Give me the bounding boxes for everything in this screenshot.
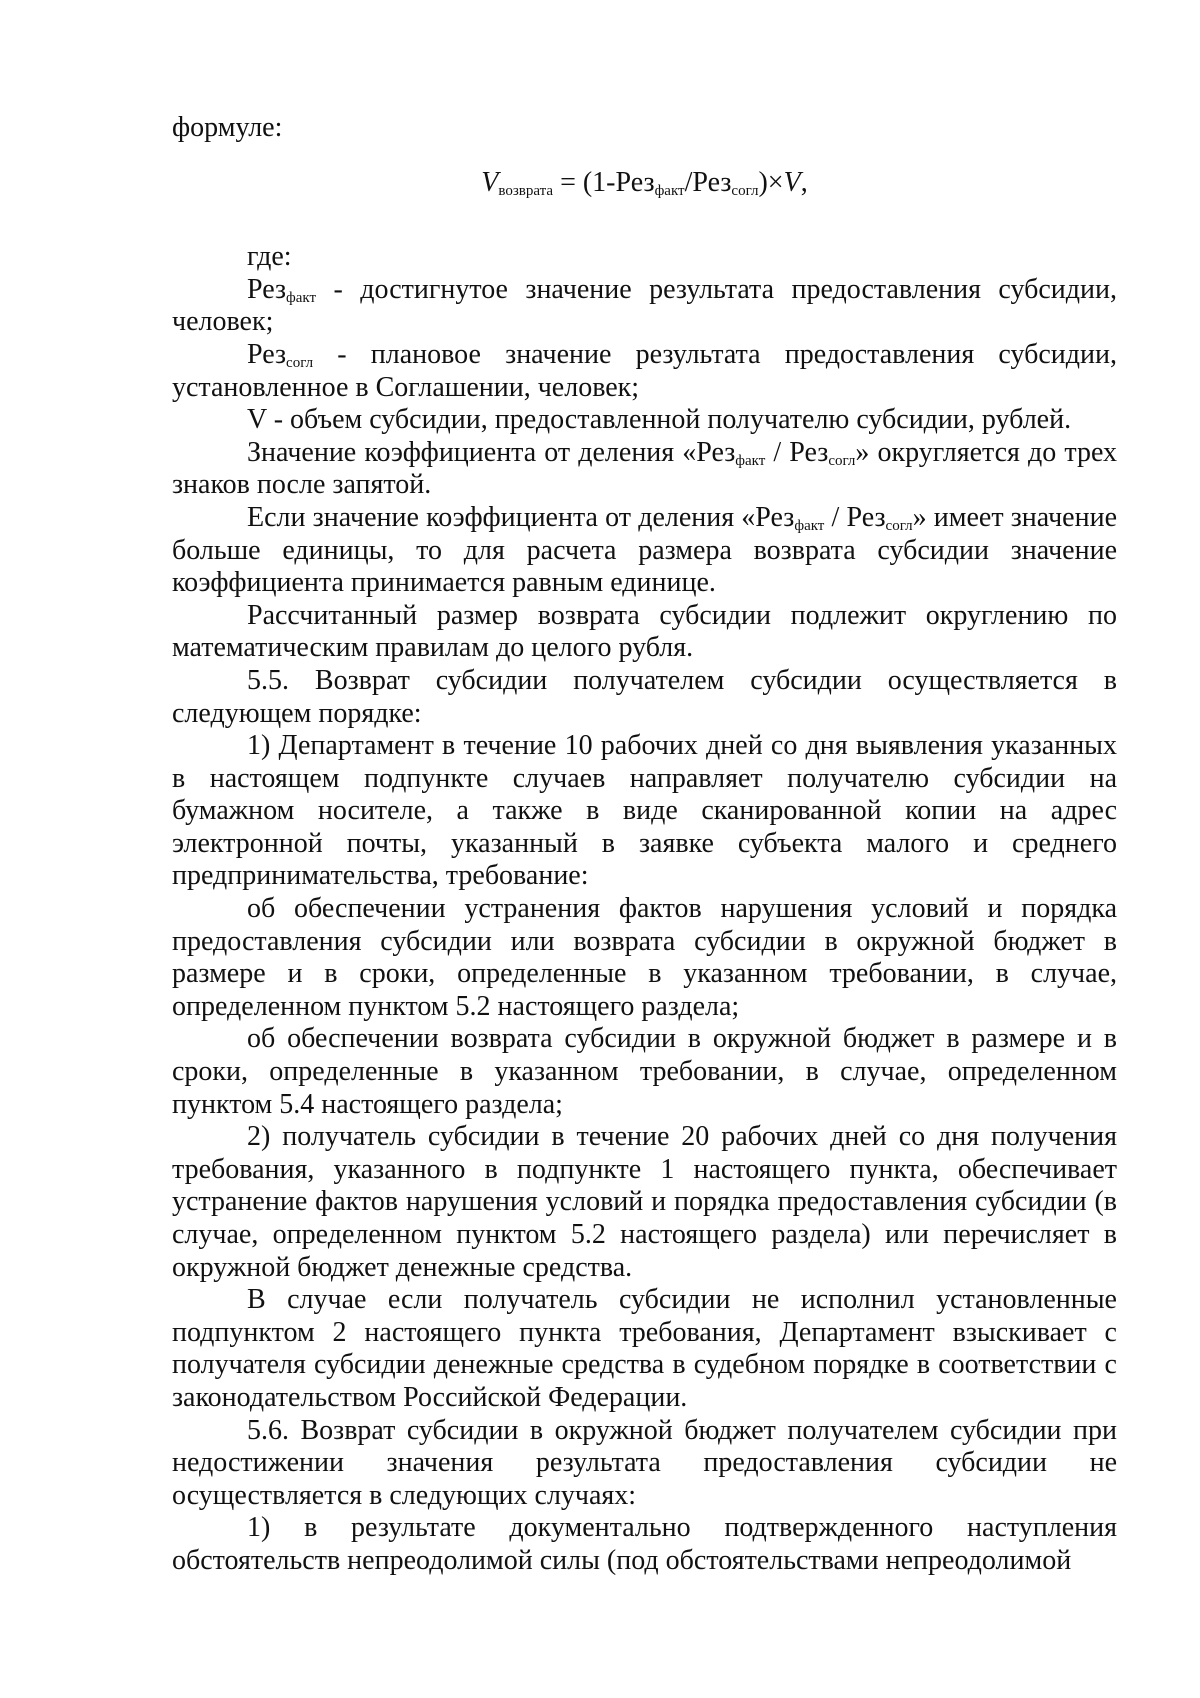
rounding-text-c: » округляется до трех знаков после запятой.: [172, 436, 1117, 501]
formula-v: V: [481, 166, 499, 198]
paragraph-5-5-2: 2) получатель субсидии в течение 20 рабочих дней со дня получения требования, указанного в подпункте 1 настоящего пункта, обеспечивает устранение фактов нарушения условий и порядка предоставления субсидии (в случае, определенном пунктом 5.2 настоящего раздела) или перечисляет в окружной бюджет денежные средства.: [172, 1121, 1117, 1283]
formula-v-sub: возврата: [498, 182, 554, 199]
rez-sogl-sub: согл: [286, 354, 314, 371]
rounding-sub-1: факт: [735, 452, 766, 469]
rez-fact-text: - достигнутое значение результата предоставления субсидии, человек;: [172, 273, 1117, 338]
paragraph-requirement-2: об обеспечении возврата субсидии в окружной бюджет в размере и в сроки, определенные в указанном требовании, в случае, определенном пунктом 5.4 настоящего раздела;: [172, 1023, 1117, 1120]
rez-fact-term: Рез: [247, 273, 287, 305]
paragraph-rez-sogl: [172, 339, 1117, 404]
where-line: где:: [247, 241, 292, 273]
paragraph-coefficient-cap: [172, 502, 1117, 600]
document-body: [172, 112, 1117, 1578]
formula-rez2: Рез: [692, 166, 732, 198]
formula-rez1-sub: факт: [654, 182, 685, 199]
paragraph-court: В случае если получатель субсидии не исполнил установленные подпунктом 2 настоящего пункта требования, Департамент взыскивает с получателя субсидии денежные средства в судебном порядке в соответствии с законодательством Российской Федерации.: [172, 1284, 1117, 1413]
paragraph-5-5: 5.5. Возврат субсидии получателем субсидии осуществляется в следующем порядке:: [172, 664, 1117, 729]
formula-slash: /: [684, 166, 693, 198]
paragraph-5-6: 5.6. Возврат субсидии в окружной бюджет получателем субсидии при недостижении значения результата предоставления субсидии не осуществляется в следующих случаях:: [172, 1414, 1117, 1511]
formula-eq: = (1-: [553, 166, 616, 198]
rounding-sub-2: согл: [828, 452, 856, 469]
cap-sub-1: факт: [794, 517, 825, 534]
rounding-text-a: Значение коэффициента от деления «Рез: [247, 436, 736, 468]
paragraph-5-6-1: 1) в результате документально подтвержденного наступления обстоятельств непреодолимой силы (под обстоятельствами непреодолимой: [172, 1512, 1117, 1576]
formula-v2: V: [783, 166, 801, 198]
formula-rez2-sub: согл: [731, 182, 759, 199]
formula-tail: ,: [800, 166, 808, 198]
rez-fact-sub: факт: [286, 289, 317, 306]
formula-close: )×: [758, 166, 784, 198]
cap-text-b: / Рез: [824, 501, 886, 533]
paragraph-volume: V - объем субсидии, предоставленной получателю субсидии, рублей.: [247, 404, 1072, 436]
lead-line: формуле:: [172, 112, 283, 143]
formula-rez1: Рез: [615, 166, 655, 198]
cap-sub-2: согл: [885, 517, 913, 534]
paragraph-rounding-rub: Рассчитанный размер возврата субсидии подлежит округлению по математическим правилам до целого рубля.: [172, 599, 1117, 664]
cap-text-a: Если значение коэффициента от деления «Рез: [247, 501, 795, 533]
cap-text-c: » имеет значение больше единицы, то для расчета размера возврата субсидии значение коэффициента принимается равным единице.: [172, 501, 1118, 599]
paragraph-rez-fact: [172, 274, 1117, 339]
paragraph-requirement-1: об обеспечении устранения фактов нарушения условий и порядка предоставления субсидии или возврата субсидии в окружной бюджет в размере и в сроки, определенные в указанном требовании, в случае, определенном пунктом 5.2 настоящего раздела;: [172, 893, 1117, 1022]
rez-sogl-term: Рез: [247, 338, 287, 370]
rez-sogl-text: - плановое значение результата предоставления субсидии, установленное в Соглашении, человек;: [172, 338, 1117, 403]
paragraph-rounding: [172, 437, 1117, 502]
refund-formula: [172, 167, 1117, 200]
rounding-text-b: / Рез: [765, 436, 829, 468]
paragraph-5-5-1: 1) Департамент в течение 10 рабочих дней со дня выявления указанных в настоящем подпункте случаев направляет получателю субсидии на бумажном носителе, а также в виде сканированной копии на адрес электронной почты, указанный в заявке субъекта малого и среднего предпринимательства, требование:: [172, 730, 1117, 892]
